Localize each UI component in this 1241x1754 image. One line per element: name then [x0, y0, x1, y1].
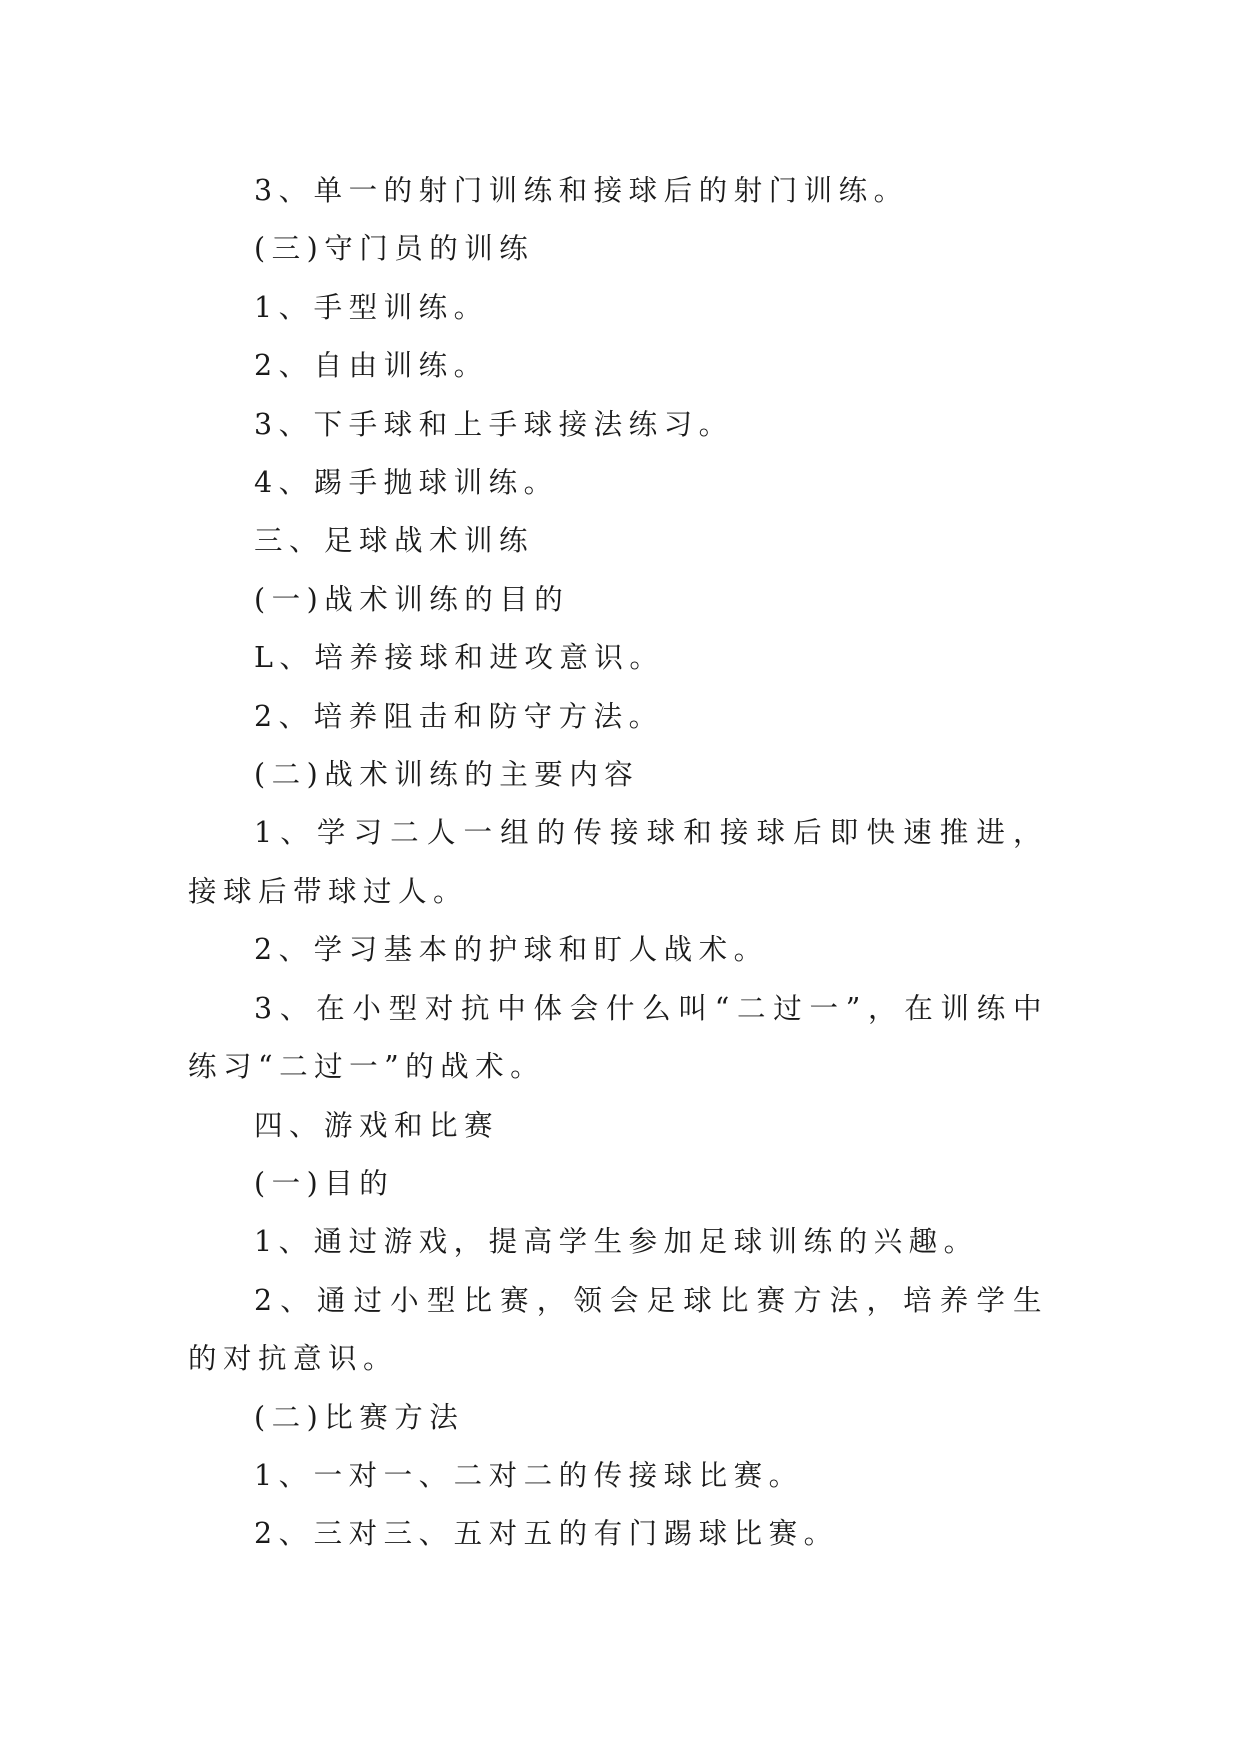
section-heading: (一)目的 [254, 1166, 395, 1200]
paragraph: 2、自由训练。 [254, 349, 489, 383]
paragraph: 4、踢手抛球训练。 [254, 466, 559, 500]
paragraph: 3、在小型对抗中体会什么叫“二过一”，在训练中练习“二过一”的战术。 [188, 991, 1048, 1084]
paragraph: 1、学习二人一组的传接球和接球后即快速推进，接球后带球过人。 [188, 816, 1048, 908]
chapter-heading: 三、足球战术训练 [254, 524, 535, 558]
paragraph: L、培养接球和进攻意识。 [254, 641, 665, 675]
paragraph: 2、通过小型比赛，领会足球比赛方法，培养学生的对抗意识。 [188, 1283, 1048, 1376]
paragraph: 3、单一的射门训练和接球后的射门训练。 [254, 174, 909, 207]
paragraph: 3、下手球和上手球接法练习。 [254, 407, 734, 441]
paragraph: 2、学习基本的护球和盯人战术。 [254, 933, 769, 967]
section-heading: (三)守门员的训练 [254, 232, 535, 266]
paragraph: 1、手型训练。 [254, 290, 489, 324]
chapter-heading: 四、游戏和比赛 [254, 1108, 500, 1142]
paragraph: 1、通过游戏，提高学生参加足球训练的兴趣。 [254, 1225, 979, 1259]
document-body [188, 162, 1048, 1564]
paragraph: 2、培养阻击和防守方法。 [254, 699, 664, 733]
paragraph: 1、一对一、二对二的传接球比赛。 [254, 1458, 804, 1492]
section-heading: (二)战术训练的主要内容 [254, 758, 640, 792]
section-heading: (二)比赛方法 [254, 1400, 465, 1434]
section-heading: (一)战术训练的目的 [254, 582, 570, 616]
paragraph: 2、三对三、五对五的有门踢球比赛。 [254, 1517, 839, 1551]
